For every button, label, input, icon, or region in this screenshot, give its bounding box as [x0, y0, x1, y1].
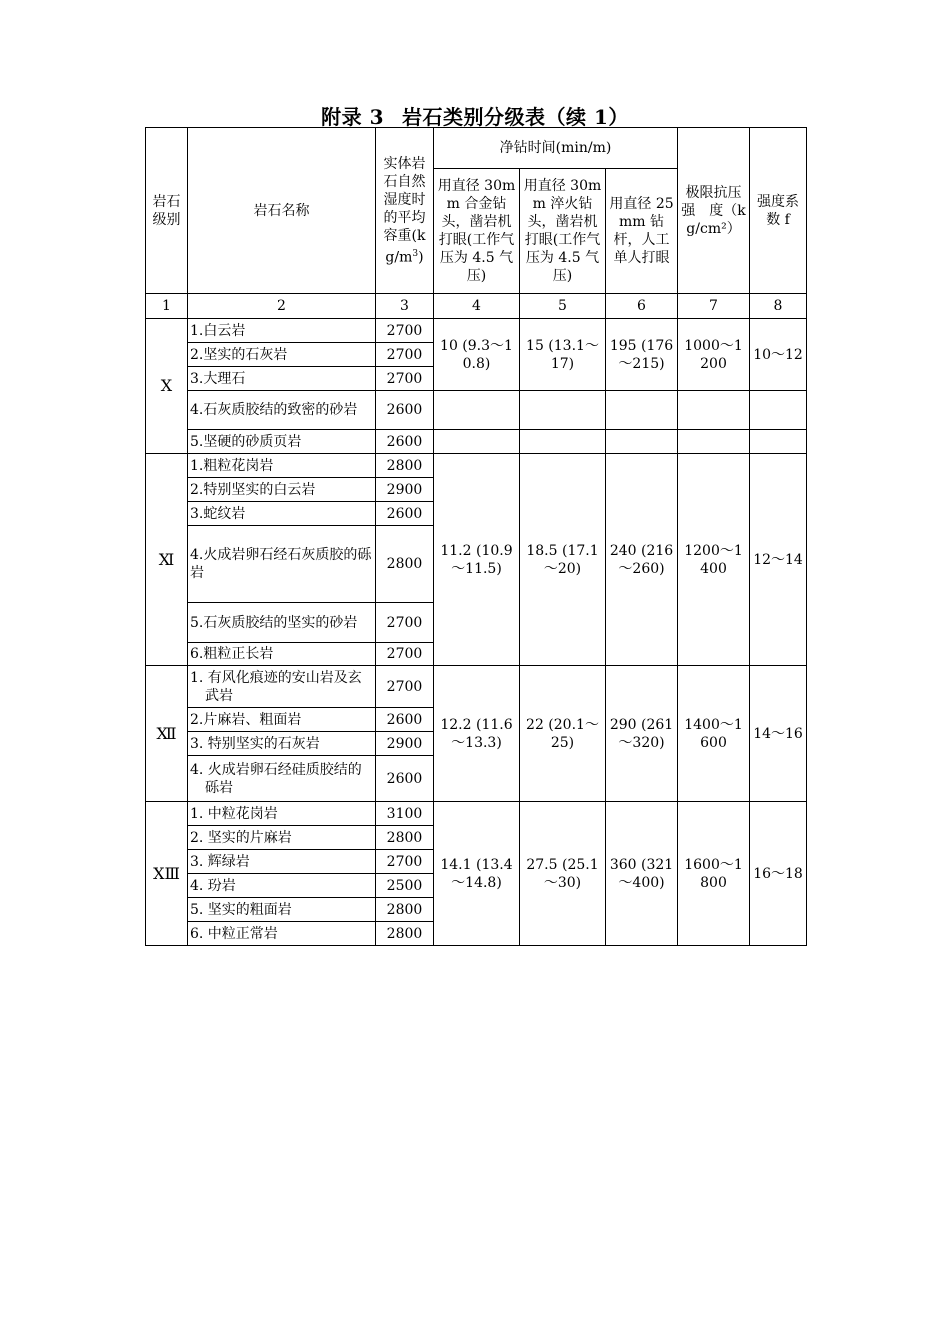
- density-value: 3100: [376, 802, 434, 826]
- drill-alloy-value: 12.2 (11.6～13.3): [434, 666, 520, 802]
- empty-cell: [520, 391, 606, 430]
- rock-name: 1.白云岩: [188, 319, 376, 343]
- drill-alloy-value: 11.2 (10.9～11.5): [434, 454, 520, 666]
- header-drill-quenched-bit: 用直径 30mm 淬火钻头，凿岩机打眼(工作气压为 4.5 气压): [520, 169, 606, 294]
- rock-name: 5. 坚实的粗面岩: [188, 898, 376, 922]
- grade-cell: Ⅹ: [146, 319, 188, 454]
- header-density: 实体岩石自然湿度时的平均容重$(kg/m^3)$: [376, 128, 434, 294]
- header-grade: 岩石级别: [146, 128, 188, 294]
- density-value: 2800: [376, 898, 434, 922]
- density-value: 2600: [376, 756, 434, 802]
- column-number: 3: [376, 294, 434, 319]
- density-value: 2800: [376, 526, 434, 603]
- rock-classification-table: [145, 127, 807, 946]
- density-value: 2800: [376, 454, 434, 478]
- rock-name: 3.蛇纹岩: [188, 502, 376, 526]
- rock-name: 6.粗粒正长岩: [188, 643, 376, 666]
- column-number: 6: [606, 294, 678, 319]
- page-title: [0, 101, 950, 130]
- coefficient-value: 12～14: [750, 454, 807, 666]
- density-value: 2600: [376, 708, 434, 732]
- drill-alloy-value: 14.1 (13.4～14.8): [434, 802, 520, 946]
- density-value: 2700: [376, 367, 434, 391]
- coefficient-value: 10～12: [750, 319, 807, 391]
- density-value: 2600: [376, 430, 434, 454]
- table-row: [146, 319, 807, 343]
- density-value: 2600: [376, 391, 434, 430]
- density-value: 2600: [376, 502, 434, 526]
- rock-name: 2.坚实的石灰岩: [188, 343, 376, 367]
- rock-name: 1. 中粒花岗岩: [188, 802, 376, 826]
- coefficient-value: 16～18: [750, 802, 807, 946]
- rock-name: 5.坚硬的砂质页岩: [188, 430, 376, 454]
- density-value: 2700: [376, 603, 434, 643]
- header-drill-alloy-bit: 用直径 30mm 合金钻头，凿岩机打眼(工作气压为 4.5 气压): [434, 169, 520, 294]
- density-value: 2700: [376, 850, 434, 874]
- density-value: 2800: [376, 826, 434, 850]
- rock-name: 2. 坚实的片麻岩: [188, 826, 376, 850]
- strength-value: 1600～1800: [678, 802, 750, 946]
- rock-name: 2.特别坚实的白云岩: [188, 478, 376, 502]
- empty-cell: [750, 430, 807, 454]
- rock-name: 4.石灰质胶结的致密的砂岩: [188, 391, 376, 430]
- column-number: 5: [520, 294, 606, 319]
- drill-quenched-value: 18.5 (17.1～20): [520, 454, 606, 666]
- empty-cell: [434, 391, 520, 430]
- strength-value: 1000～1200: [678, 319, 750, 391]
- header-drill-time: 净钻时间(min/m): [434, 128, 678, 169]
- rock-name: 5.石灰质胶结的坚实的砂岩: [188, 603, 376, 643]
- rock-name: 4.火成岩卵石经石灰质胶的砾岩: [188, 526, 376, 603]
- column-number: 2: [188, 294, 376, 319]
- grade-cell: ⅩⅢ: [146, 802, 188, 946]
- table-row: [146, 391, 807, 430]
- density-value: 2700: [376, 343, 434, 367]
- empty-cell: [606, 430, 678, 454]
- density-value: 2700: [376, 319, 434, 343]
- grade-cell: Ⅺ: [146, 454, 188, 666]
- empty-cell: [434, 430, 520, 454]
- density-value: 2900: [376, 732, 434, 756]
- rock-name: 3. 辉绿岩: [188, 850, 376, 874]
- rock-name: 3. 特别坚实的石灰岩: [188, 732, 376, 756]
- drill-manual-value: 240 (216～260): [606, 454, 678, 666]
- empty-cell: [750, 391, 807, 430]
- empty-cell: [606, 391, 678, 430]
- coefficient-value: 14～16: [750, 666, 807, 802]
- empty-cell: [678, 391, 750, 430]
- empty-cell: [520, 430, 606, 454]
- header-name: 岩石名称: [188, 128, 376, 294]
- column-number: 8: [750, 294, 807, 319]
- column-number: 1: [146, 294, 188, 319]
- column-number: 4: [434, 294, 520, 319]
- drill-manual-value: 360 (321～400): [606, 802, 678, 946]
- table-title: 岩石类别分级表（续 1）: [402, 105, 629, 129]
- column-number: 7: [678, 294, 750, 319]
- density-value: 2900: [376, 478, 434, 502]
- rock-name: 1. 有风化痕迹的安山岩及玄武岩: [188, 666, 376, 708]
- density-value: 2800: [376, 922, 434, 946]
- table-row: [146, 666, 807, 708]
- table-row: [146, 454, 807, 478]
- grade-cell: Ⅻ: [146, 666, 188, 802]
- rock-name: 4. 火成岩卵石经硅质胶结的砾岩: [188, 756, 376, 802]
- density-value: 2500: [376, 874, 434, 898]
- drill-alloy-value: 10 (9.3～10.8): [434, 319, 520, 391]
- appendix-label: 附录 3: [321, 105, 384, 129]
- empty-cell: [678, 430, 750, 454]
- strength-value: 1200～1400: [678, 454, 750, 666]
- column-number-row: [146, 294, 807, 319]
- rock-name: 6. 中粒正常岩: [188, 922, 376, 946]
- rock-name: 4. 玢岩: [188, 874, 376, 898]
- drill-quenched-value: 15 (13.1～17): [520, 319, 606, 391]
- drill-quenched-value: 22 (20.1～25): [520, 666, 606, 802]
- drill-manual-value: 290 (261～320): [606, 666, 678, 802]
- header-strength: 极限抗压强 度（kg/cm²）: [678, 128, 750, 294]
- strength-value: 1400～1600: [678, 666, 750, 802]
- table-row: [146, 430, 807, 454]
- table-row: [146, 802, 807, 826]
- header-drill-manual: 用直径 25mm 钻杆，人工单人打眼: [606, 169, 678, 294]
- drill-quenched-value: 27.5 (25.1～30): [520, 802, 606, 946]
- rock-name: 2.片麻岩、粗面岩: [188, 708, 376, 732]
- drill-manual-value: 195 (176～215): [606, 319, 678, 391]
- rock-name: 1.粗粒花岗岩: [188, 454, 376, 478]
- density-value: 2700: [376, 643, 434, 666]
- header-coefficient: 强度系数 f: [750, 128, 807, 294]
- rock-name: 3.大理石: [188, 367, 376, 391]
- density-value: 2700: [376, 666, 434, 708]
